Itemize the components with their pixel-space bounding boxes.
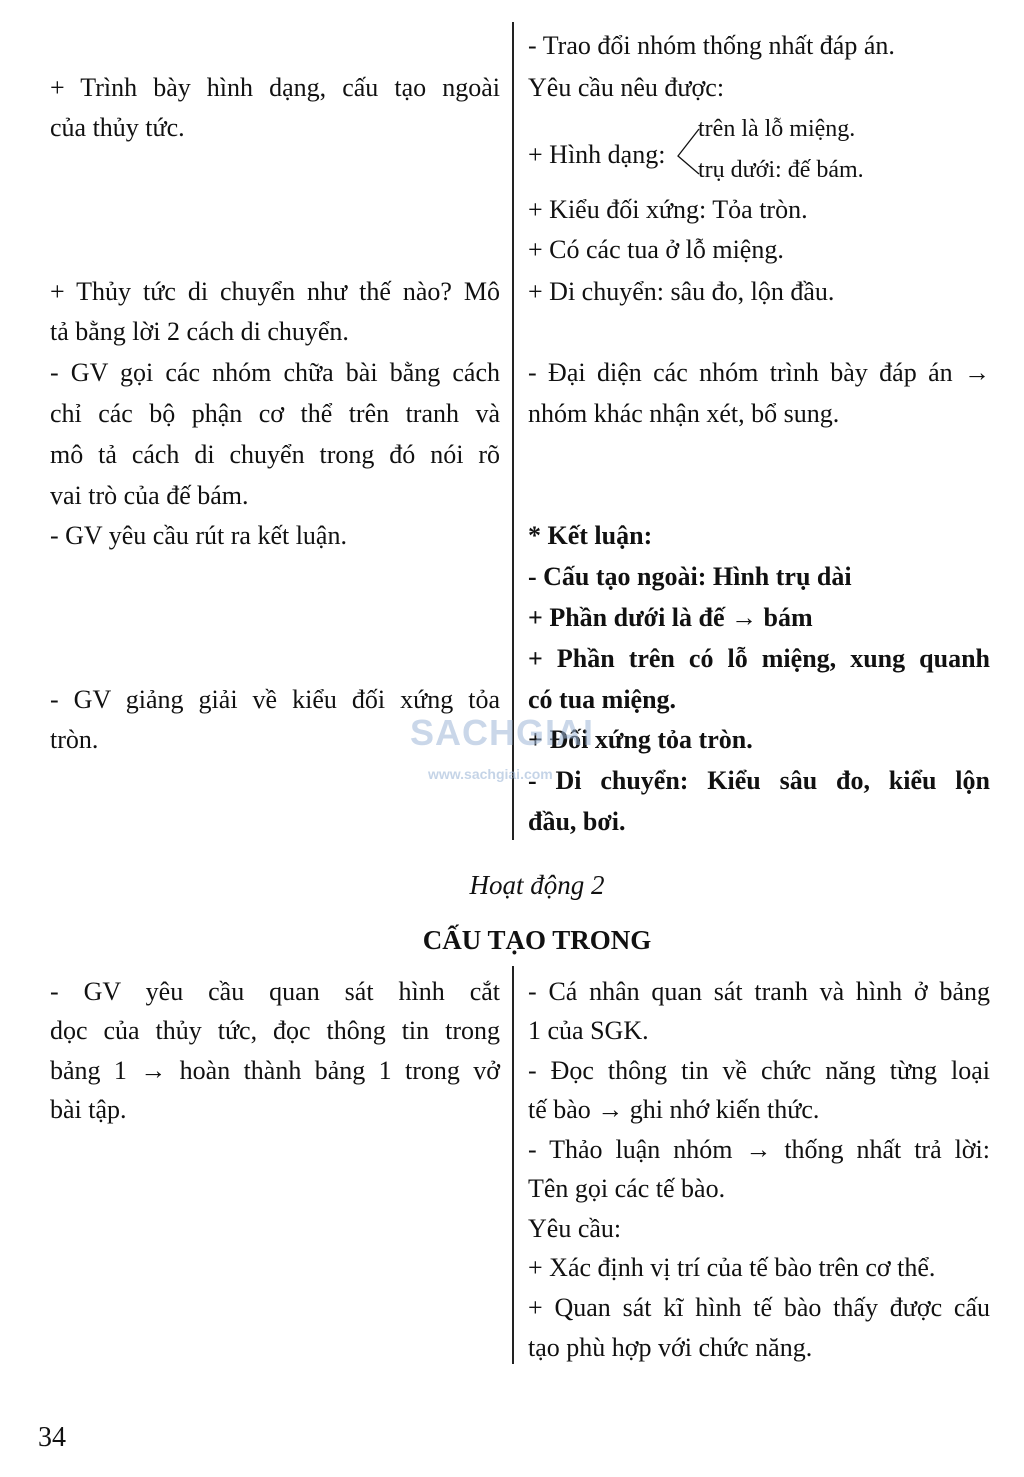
table-1-left-line: - GV giảng giải về kiểu đối xứng tỏa <box>50 685 500 714</box>
table-1-left-line: vai trò của đế bám. <box>50 481 249 510</box>
table-1-left-line: - GV gọi các nhóm chữa bài bằng cách <box>50 358 500 387</box>
table-2-right-line: + Quan sát kĩ hình tế bào thấy được cấu <box>528 1293 990 1322</box>
conclusion-line: - Cấu tạo ngoài: Hình trụ dài <box>528 562 852 591</box>
conclusion-line: đầu, bơi. <box>528 807 626 836</box>
conclusion-line: - Di chuyển: Kiểu sâu đo, kiểu lộn <box>528 766 990 795</box>
table-1-left-line: + Trình bày hình dạng, cấu tạo ngoài <box>50 73 500 102</box>
table-2-right-line: - Thảo luận nhóm → thống nhất trả lời: <box>528 1135 990 1164</box>
table-1-right-line: nhóm khác nhận xét, bổ sung. <box>528 399 840 428</box>
conclusion-heading: * Kết luận: <box>528 521 653 550</box>
table-1-right-line: + Có các tua ở lỗ miệng. <box>528 235 784 264</box>
table-1-left-line: tròn. <box>50 725 99 754</box>
table-2-right-line: - Cá nhân quan sát tranh và hình ở bảng <box>528 977 990 1006</box>
table-2-right-line: + Xác định vị trí của tế bào trên cơ thể. <box>528 1253 936 1282</box>
table-2-right-line: Tên gọi các tế bào. <box>528 1174 726 1203</box>
table-1-right-line: - Đại diện các nhóm trình bày đáp án → <box>528 358 990 387</box>
table-1-right-line: + Di chuyển: sâu đo, lộn đầu. <box>528 277 835 306</box>
section-heading: CẤU TẠO TRONG <box>422 925 652 955</box>
conclusion-line: + Phần trên có lỗ miệng, xung quanh <box>528 644 990 673</box>
table-1-left-line: chỉ các bộ phận cơ thể trên tranh và <box>50 399 500 428</box>
table-1-right-line: + Kiểu đối xứng: Tỏa tròn. <box>528 195 808 224</box>
table-2-left-line: bài tập. <box>50 1095 127 1124</box>
table-2-right-line: 1 của SGK. <box>528 1016 649 1045</box>
table-2-right-line: Yêu cầu: <box>528 1214 622 1243</box>
shape-label: + Hình dạng: <box>528 140 666 169</box>
table-1-left-line: + Thủy tức di chuyển như thế nào? Mô <box>50 277 500 306</box>
conclusion-line: + Phần dưới là đế → bám <box>528 603 813 632</box>
table-1-right-line: Yêu cầu nêu được: <box>528 73 725 102</box>
watermark-url: www.sachgiai.com <box>428 766 553 782</box>
column-divider <box>512 966 514 1364</box>
conclusion-line: có tua miệng. <box>528 685 677 714</box>
table-1-right-line: - Trao đổi nhóm thống nhất đáp án. <box>528 31 895 60</box>
page-number: 34 <box>38 1422 66 1453</box>
table-1-left-line: - GV yêu cầu rút ra kết luận. <box>50 521 347 550</box>
table-1-left-line: mô tả cách di chuyển trong đó nói rõ <box>50 440 500 469</box>
shape-top-label: trên là lỗ miệng. <box>698 116 856 142</box>
conclusion-line: + Đối xứng tỏa tròn. <box>528 725 753 754</box>
table-2-right-line: tế bào → ghi nhớ kiến thức. <box>528 1095 820 1124</box>
table-2-left-line: dọc của thủy tức, đọc thông tin trong <box>50 1016 500 1045</box>
watermark-logo: SACHGIAI <box>410 712 595 753</box>
table-1-left-line: tả bằng lời 2 cách di chuyển. <box>50 317 349 346</box>
table-2-right-line: - Đọc thông tin về chức năng từng loại <box>528 1056 990 1085</box>
table-2-left-line: - GV yêu cầu quan sát hình cắt <box>50 977 500 1006</box>
table-2-left-line: bảng 1 → hoàn thành bảng 1 trong vở <box>50 1056 500 1085</box>
shape-bottom-label: trụ dưới: đế bám. <box>698 157 864 183</box>
table-2-right-line: tạo phù hợp với chức năng. <box>528 1333 813 1362</box>
activity-title: Hoạt động 2 <box>469 870 605 900</box>
table-1-left-line: của thủy tức. <box>50 113 185 142</box>
